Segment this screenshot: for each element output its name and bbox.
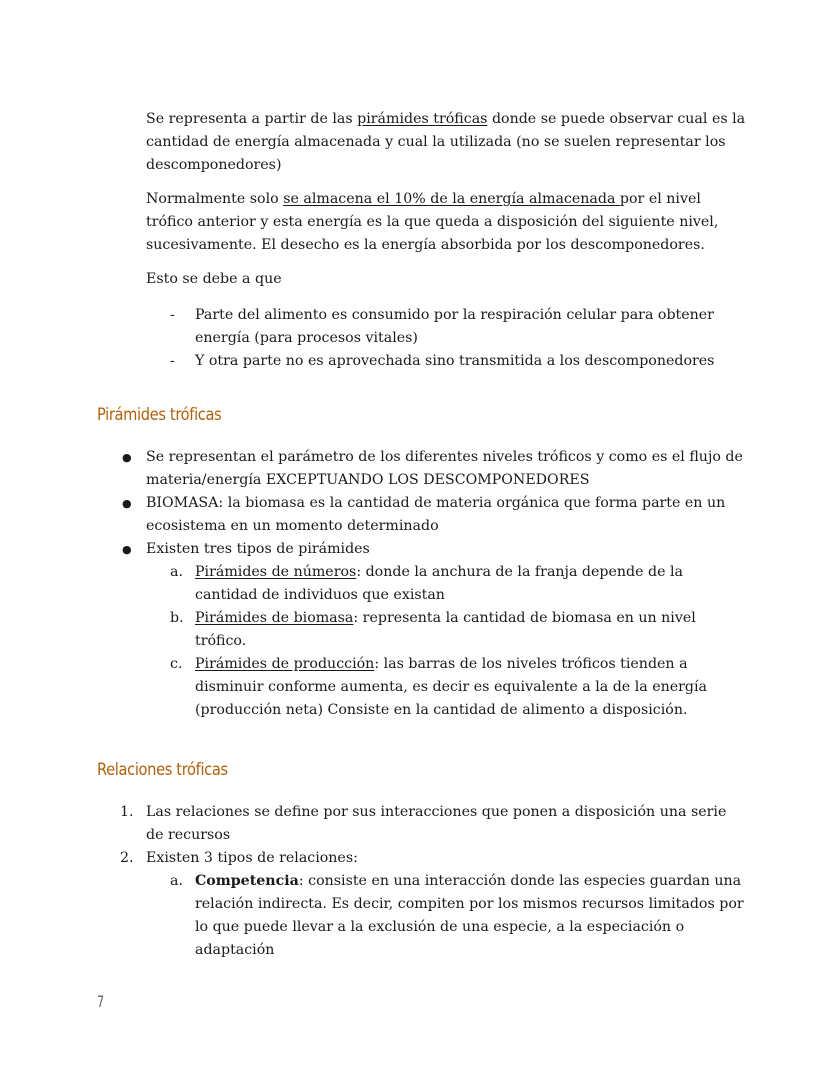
text-run: Normalmente solo (146, 191, 284, 207)
sub-list (146, 870, 746, 962)
bullet-marker: ● (122, 543, 132, 556)
bullet-marker: ● (122, 451, 132, 464)
list-item-text: : las barras de los niveles tróficos tienden a disminuir conforme aumenta, es decir es equivalente a la de la energía (producción neta) Consiste en la cantidad de alimento a disposición. (195, 656, 708, 718)
number-marker: 1. (120, 804, 134, 820)
section-heading-relaciones: Relaciones tróficas (97, 760, 228, 780)
list-item (122, 538, 746, 722)
text-run: por el nivel trófico anterior y esta energía es la que queda a disposición del siguiente nivel, sucesivamente. El desecho es la energía absorbida por los descomponedores. (146, 191, 719, 253)
list-item-text: Las relaciones se define por sus interacciones que ponen a disposición una serie de recursos (146, 804, 727, 843)
dash-list (146, 304, 736, 373)
list-item-text: Existen 3 tipos de relaciones: (146, 850, 358, 866)
sub-list-item (146, 607, 746, 653)
list-item (146, 350, 736, 373)
sub-list (146, 561, 746, 722)
text-run: donde se puede observar cual es la cantidad de energía almacenada y cual la utilizada (no se suelen representar los descomponedores) (146, 111, 746, 173)
numbered-list (120, 801, 746, 962)
dash-marker: - (170, 307, 175, 323)
list-item-text: : donde la anchura de la franja depende de la cantidad de individuos que existan (195, 564, 683, 603)
underlined-term: pirámides tróficas (357, 111, 488, 127)
list-item-text: Existen tres tipos de pirámides (146, 541, 370, 557)
letter-marker: c. (170, 656, 183, 672)
list-item-text: Se representan el parámetro de los diferentes niveles tróficos y como es el flujo de materia/energía EXCEPTUANDO LOS DESCOMPONEDORES (146, 449, 743, 488)
underlined-term: Pirámides de números (195, 564, 357, 580)
list-item-text: : consiste en una interacción donde las especies guardan una relación indirecta. Es decir, compiten por los mismos recursos limitados por lo que puede llevar a la exclusión de una especie, a la especiación o adaptación (195, 873, 744, 958)
list-item (122, 446, 746, 492)
section-heading-piramides: Pirámides tróficas (97, 405, 222, 425)
bullet-marker: ● (122, 497, 132, 510)
text-run: Se representa a partir de las (146, 111, 358, 127)
letter-marker: a. (170, 873, 183, 889)
list-item (122, 492, 746, 538)
list-item-text: : representa la cantidad de biomasa en un nivel trófico. (195, 610, 696, 649)
underlined-phrase: se almacena el 10% de la energía almacenada (283, 191, 620, 207)
number-marker: 2. (120, 850, 134, 866)
list-item-text: Parte del alimento es consumido por la respiración celular para obtener energía (para procesos vitales) (195, 307, 714, 346)
sub-list-item (146, 561, 746, 607)
list-item (120, 847, 746, 962)
list-item (120, 801, 746, 847)
bold-term: Competencia (195, 873, 299, 889)
intro-paragraph-1 (146, 108, 746, 177)
letter-marker: b. (170, 610, 184, 626)
letter-marker: a. (170, 564, 183, 580)
sub-list-item (146, 653, 746, 722)
dash-marker: - (170, 353, 175, 369)
underlined-term: Pirámides de biomasa (195, 610, 354, 626)
list-item-text: BIOMASA: la biomasa es la cantidad de materia orgánica que forma parte en un ecosistema en un momento determinado (146, 495, 726, 534)
underlined-term: Pirámides de producción (195, 656, 375, 672)
intro-paragraph-3: Esto se debe a que (146, 271, 282, 287)
list-item-text: Y otra parte no es aprovechada sino transmitida a los descomponedores (195, 353, 715, 369)
list-item (146, 304, 736, 350)
intro-paragraph-2 (146, 188, 746, 257)
sub-list-item (146, 870, 746, 962)
page-number: 7 (97, 992, 105, 1011)
bullet-list (122, 446, 746, 722)
